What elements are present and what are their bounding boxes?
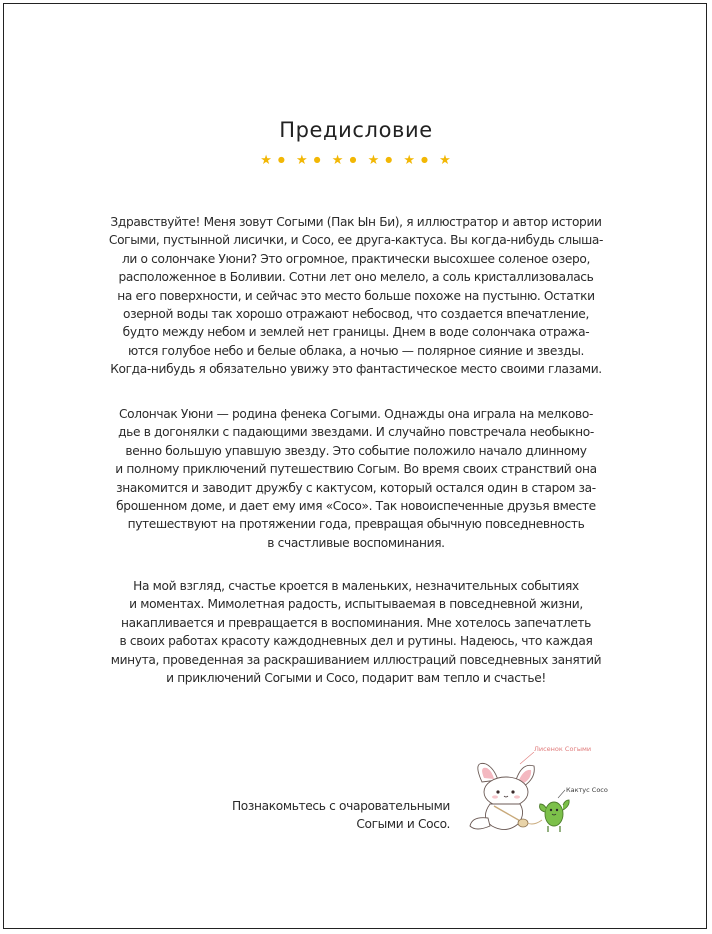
fox-icon: [470, 763, 542, 829]
paragraph-2: [100, 405, 612, 552]
paragraph-3: [100, 577, 612, 687]
text-line: и полному приключений путешествию Согым. Во время своих странствий она: [115, 462, 597, 477]
text-line: дье в догонялки с падающими звездами. И случайно повстречала необыкно-: [118, 425, 594, 440]
text-line: Когда-нибудь я обязательно увижу это фантастическое место своими глазами.: [110, 362, 602, 377]
text-line: в счастливые воспоминания.: [267, 535, 445, 550]
star-icon: ★: [331, 153, 345, 168]
text-line: знакомится и заводит дружбу с кактусом, который остался один в старом за-: [116, 480, 596, 495]
fox-label: Лисенок Согыми: [534, 745, 592, 753]
text-line: в своих работах красоту каждодневных дел и рутины. Надеюсь, что каждая: [119, 634, 593, 649]
star-icon: ★: [439, 153, 452, 168]
text-line: ются голубое небо и белые облака, а ночью — полярное сияние и звезды.: [127, 343, 585, 358]
dot-icon: ●: [349, 155, 358, 164]
text-line: расположенное в Боливии. Сотни лет оно мелело, а соль кристаллизовалась: [118, 270, 594, 285]
invite-line: Познакомьтесь с очаровательными: [231, 799, 450, 813]
paragraph-1: [100, 213, 612, 379]
fox-label-pointer: [520, 752, 534, 764]
text-line: накапливается и превращается в воспоминания. Мне хотелось запечатлеть: [120, 615, 591, 630]
star-icon: ★: [296, 153, 309, 168]
cactus-icon: [540, 800, 570, 832]
dot-icon: ●: [277, 155, 286, 164]
dot-icon: ●: [421, 155, 429, 164]
cactus-label: Кактус Соco: [566, 786, 608, 794]
invite-line: Согыми и Соco.: [356, 817, 450, 832]
page-title: Предисловие: [279, 118, 433, 142]
text-line: Здравствуйте! Меня зовут Согыми (Пак Ын Би), я иллюстратор и автор истории: [110, 215, 602, 229]
text-line: будто между небом и землей нет границы. Днем в воде солончака отража-: [122, 325, 590, 340]
text-line: и приключений Согыми и Соco, подарит вам тепло и счастье!: [166, 671, 546, 686]
dot-icon: ●: [313, 155, 322, 164]
dot-icon: ●: [385, 155, 394, 164]
fox-and-cactus-illustration: [462, 752, 592, 842]
text-line: На мой взгляд, счастье кроется в маленьких, незначительных событиях: [133, 579, 579, 593]
star-icon: ★: [403, 153, 416, 168]
text-line: на его поверхности, и сейчас это место больше похоже на пустыню. Остатки: [117, 288, 595, 303]
text-line: Солончак Уюни — родина фенека Согыми. Однажды она играла на мелково-: [118, 407, 594, 421]
text-line: Согыми, пустынной лисички, и Соco, ее друга-кактуса. Вы когда-нибудь слыша-: [108, 233, 604, 248]
text-line: ли о солончаке Уюни? Это огромное, практически высохшее соленое озеро,: [121, 251, 591, 266]
star-icon: ★: [367, 153, 381, 168]
cactus-label-pointer: [558, 790, 565, 798]
text-line: и моментах. Мимолетная радость, испытываемая в повседневной жизни,: [129, 597, 583, 612]
text-line: озерной воды так хорошо отражают небосвод, что создается впечатление,: [123, 307, 589, 322]
invite-text: [190, 797, 450, 834]
text-line: путешествуют на протяжении года, превращая обычную повседневность: [127, 517, 585, 532]
text-line: брошенном доме, и дает ему имя «Соco». Так новоиспеченные друзья вместе: [116, 499, 596, 514]
text-line: минута, проведенная за раскрашиванием иллюстраций повседневных занятий: [110, 652, 602, 667]
star-icon: ★: [260, 153, 273, 168]
star-divider: [0, 153, 712, 168]
text-line: венно большую упавшую звезду. Это событие положило начало длинному: [125, 443, 587, 458]
